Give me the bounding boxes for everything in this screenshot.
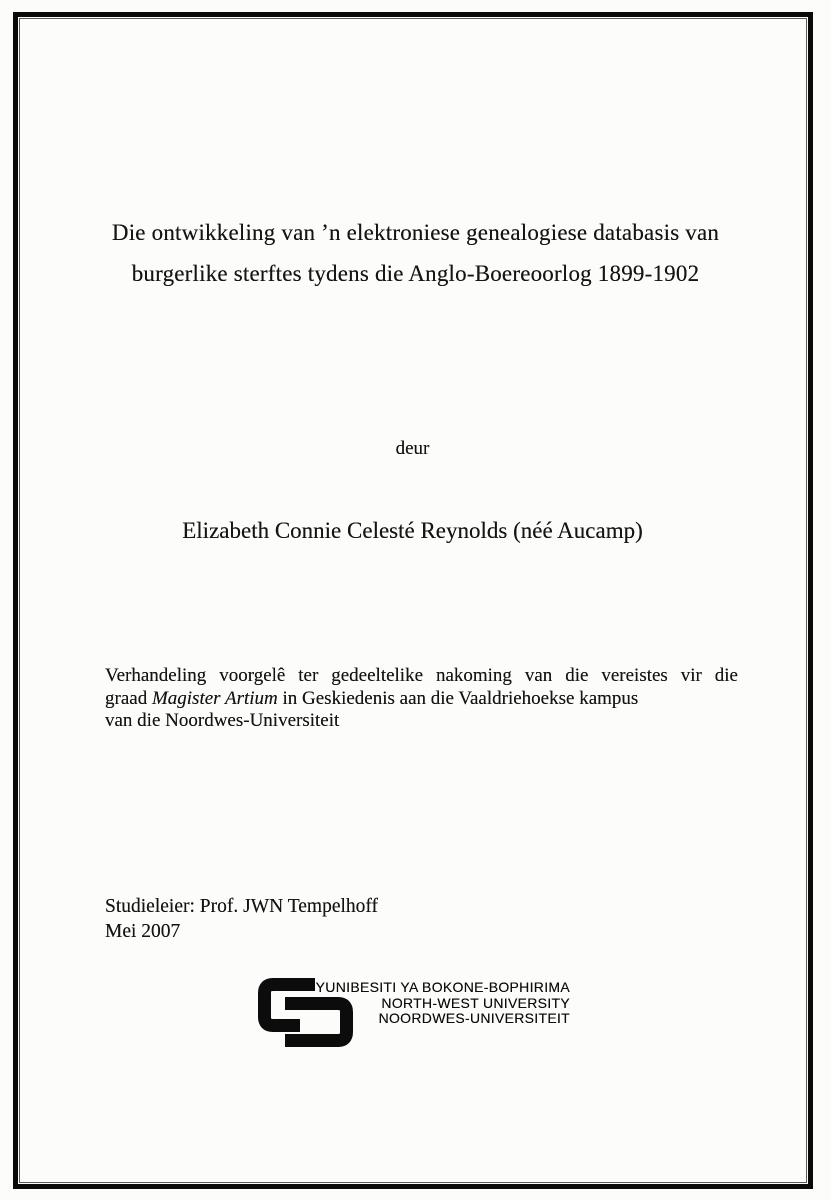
submission-line-2-post: in Geskiedenis aan die Vaaldriehoekse kampus bbox=[277, 687, 639, 709]
submission-statement bbox=[105, 665, 738, 733]
thesis-title-line-2: burgerlike sterftes tydens die Anglo-Boereoorlog 1899-1902 bbox=[131, 261, 700, 286]
author-name: Elizabeth Connie Celesté Reynolds (néé Aucamp) bbox=[182, 518, 643, 543]
logo-line-afrikaans: NOORDWES-UNIVERSITEIT bbox=[378, 1010, 570, 1027]
logo-line-english: NORTH-WEST UNIVERSITY bbox=[381, 994, 570, 1011]
degree-name-italic: Magister Artium bbox=[151, 687, 278, 709]
date-line: Mei 2007 bbox=[105, 921, 181, 942]
nwu-logo-text bbox=[316, 980, 570, 1027]
supervisor-line: Studieleier: Prof. JWN Tempelhoff bbox=[105, 896, 379, 917]
thesis-title-line-1: Die ontwikkeling van ’n elektroniese genealogiese databasis van bbox=[111, 220, 720, 245]
submission-line-2-pre: graad bbox=[105, 687, 152, 709]
thesis-title bbox=[45, 212, 786, 294]
supervisor-block bbox=[105, 894, 378, 944]
logo-line-setswana: YUNIBESITI YA BOKONE-BOPHIRIMA bbox=[315, 979, 570, 995]
byline-deur: deur bbox=[395, 438, 430, 459]
submission-line-3: van die Noordwes-Universiteit bbox=[105, 710, 340, 731]
submission-line-2 bbox=[105, 688, 738, 711]
submission-line-1: Verhandeling voorgelê ter gedeeltelike nakoming van die vereistes vir die bbox=[105, 665, 738, 686]
